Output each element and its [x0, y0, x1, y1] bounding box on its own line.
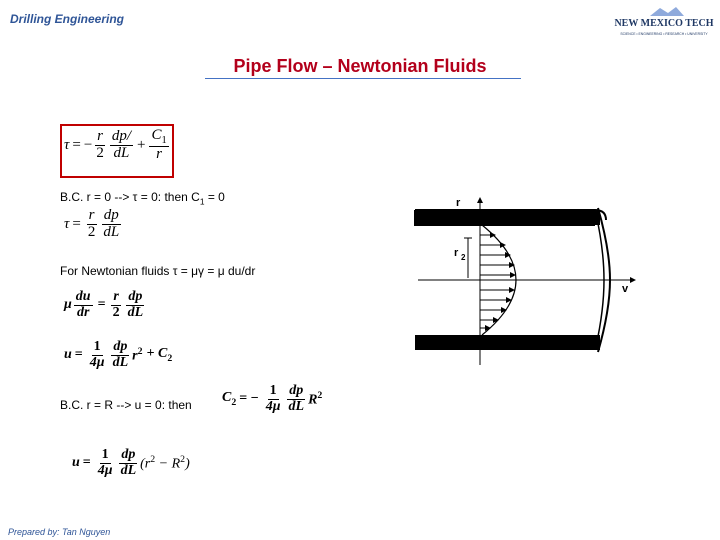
prepared-by: Prepared by: Tan Nguyen [8, 527, 111, 537]
dL-term: dL [288, 398, 305, 414]
boundary-condition-2: B.C. r = R --> u = 0: then [60, 398, 192, 412]
slide-title: Pipe Flow – Newtonian Fluids [233, 56, 487, 76]
denominator-two: 2 [112, 304, 120, 320]
title-underline [205, 78, 521, 79]
dp-term: dp [128, 289, 143, 304]
dL-term: dL [112, 354, 129, 370]
u-symbol: u [72, 455, 80, 471]
boundary-condition-1 [60, 190, 225, 206]
shear-stress-simplified-equation: τ = $\frac{r}{2}$ $\frac{dp}{dL}$ [64, 207, 120, 240]
shear-stress-equation: τ = − $\frac{r}{2}$ $\frac{dp/}{dL}$ + $\frac{C_1}{r}$ [64, 127, 167, 163]
dr-term: dr [76, 304, 90, 320]
plus-sign: + [136, 136, 146, 153]
dp-term: dp [121, 447, 136, 462]
dL-term: dL [127, 304, 144, 320]
denominator-4mu: 4μ [97, 462, 113, 478]
logo-name: NEW MEXICO TECH [614, 18, 714, 29]
square-exponent-2: 2 [180, 453, 186, 465]
c2-subscript: 2 [167, 353, 173, 365]
r-term: r [132, 348, 138, 364]
dp-term: dp [113, 339, 128, 354]
denominator-r: r [156, 146, 162, 163]
mu-symbol: μ [64, 297, 72, 313]
dp-term: dp [289, 383, 304, 398]
new-mexico-tech-logo [612, 4, 716, 40]
dL-term: dL [103, 223, 120, 240]
close-paren: ) [185, 456, 190, 472]
square-exponent: 2 [137, 345, 143, 357]
numerator-r: r [88, 207, 95, 223]
constant-c2: C [222, 390, 232, 406]
numerator-r: r [97, 128, 103, 145]
logo-tagline: SCIENCE • ENGINEERING • RESEARCH • UNIVERSITY [620, 32, 708, 36]
velocity-general-solution: u = $\frac{1}{4\mu}$ $\frac{dp}{dL}$ $r^2$ + $C_2$ [64, 339, 173, 370]
bc1-subscript: 1 [199, 196, 205, 207]
equals-minus: = − [239, 391, 259, 407]
pipe-top-wall-fill [415, 210, 600, 225]
label-v: v [622, 283, 629, 295]
pipe-flow-diagram [410, 190, 650, 370]
label-r2-subscript: 2 [461, 253, 466, 262]
label-r: r [456, 197, 461, 209]
bc1-text-end: = 0 [204, 190, 225, 204]
paren-r: (r [140, 456, 151, 472]
slash: / [126, 128, 131, 145]
dL-term: dL [113, 144, 130, 161]
numerator-one: 1 [93, 339, 101, 354]
velocity-profile-equation: u = $\frac{1}{4\mu}$ $\frac{dp}{dL}$ $(r^2 - R^2)$ [72, 447, 190, 478]
denominator-two: 2 [87, 223, 96, 240]
denominator-4mu: 4μ [265, 398, 281, 414]
label-r2: r [454, 247, 459, 259]
velocity-gradient-equation: μ $\frac{du}{dr}$ = $\frac{r}{2}$ $\frac{dp}{dL}$ [64, 289, 144, 320]
plus-c2: + C [146, 346, 168, 362]
R-term: R [308, 392, 318, 408]
tau-symbol: τ [64, 215, 70, 232]
square-exponent: 2 [150, 453, 156, 465]
constant-c1: C [151, 127, 162, 143]
minus-R: − R [155, 456, 181, 472]
square-exponent: 2 [317, 389, 323, 401]
numerator-one: 1 [101, 447, 109, 462]
denominator-two: 2 [96, 144, 104, 161]
course-title: Drilling Engineering [10, 12, 125, 26]
c1-subscript: 1 [161, 135, 167, 146]
newtonian-fluid-definition: For Newtonian fluids τ = μγ = μ du/dr [60, 264, 256, 278]
u-symbol: u [64, 347, 72, 363]
numerator-r: r [113, 289, 119, 304]
dp-term: dp [111, 128, 127, 145]
numerator-one: 1 [269, 383, 277, 398]
constant-c2-equation [222, 384, 322, 414]
dp-term: dp [103, 207, 119, 223]
bc1-text: B.C. r = 0 --> τ = 0: then C [60, 190, 200, 204]
denominator-4mu: 4μ [89, 354, 105, 370]
dL-term: dL [120, 462, 137, 478]
c2-subscript: 2 [231, 397, 237, 409]
tau-symbol: τ [64, 136, 70, 153]
du-term: du [75, 289, 91, 304]
pipe-bottom-wall [415, 335, 600, 350]
